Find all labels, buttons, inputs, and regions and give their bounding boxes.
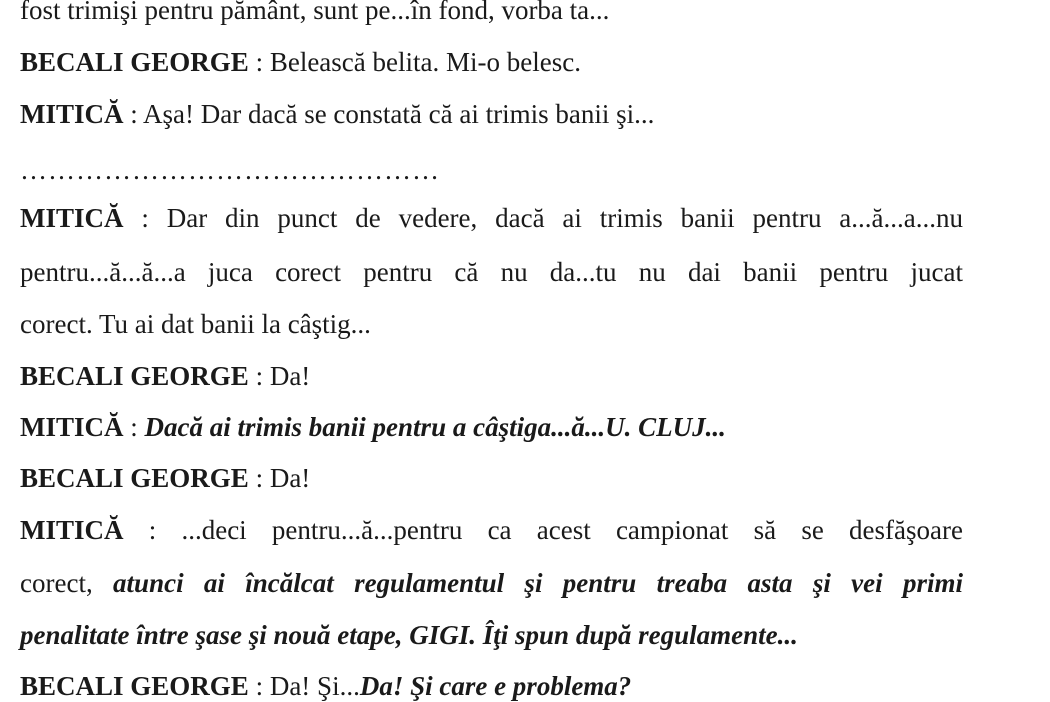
line-text: Dar din punct de vedere, dacă ai trimis banii pentru a...ă...a...nu bbox=[166, 203, 963, 233]
dialogue-line bbox=[20, 46, 581, 78]
dialogue-line bbox=[20, 567, 963, 599]
dialogue-line bbox=[20, 360, 310, 392]
separator: : bbox=[123, 203, 167, 233]
emphasized-text: Dacă ai trimis banii pentru a câştiga...ă...U. CLUJ... bbox=[144, 412, 726, 442]
ellipsis-separator bbox=[20, 154, 440, 186]
separator: : bbox=[248, 463, 270, 493]
separator: : bbox=[248, 47, 270, 77]
line-text: corect. Tu ai dat banii la câştig... bbox=[20, 309, 371, 339]
separator: : bbox=[248, 361, 270, 391]
dialogue-line bbox=[20, 202, 963, 234]
separator: : bbox=[248, 671, 270, 701]
line-text: Da! Şi... bbox=[269, 671, 360, 701]
line-text: pentru...ă...ă...a juca corect pentru că nu da...tu nu dai banii pentru jucat bbox=[20, 257, 963, 287]
line-text: Belească belita. Mi-o belesc. bbox=[269, 47, 581, 77]
dialogue-line bbox=[20, 308, 371, 340]
dialogue-line bbox=[20, 98, 654, 130]
dialogue-line bbox=[20, 462, 310, 494]
dialogue-line bbox=[20, 670, 631, 702]
speaker-name: MITICĂ bbox=[20, 412, 124, 442]
dialogue-line bbox=[20, 619, 798, 651]
separator: : bbox=[123, 412, 145, 442]
speaker-name: BECALI GEORGE bbox=[20, 671, 249, 701]
line-text: ...deci pentru...ă...pentru ca acest campionat să se desfăşoare bbox=[181, 515, 963, 545]
emphasized-text: penalitate între şase şi nouă etape, GIGI. Îţi spun după regulamente... bbox=[20, 620, 798, 650]
speaker-name: MITICĂ bbox=[20, 515, 124, 545]
separator: : bbox=[123, 99, 144, 129]
emphasized-text: Da! Şi care e problema? bbox=[359, 671, 632, 701]
speaker-name: MITICĂ bbox=[20, 99, 124, 129]
line-text: fost trimişi pentru pământ, sunt pe...în fond, vorba ta... bbox=[20, 0, 610, 25]
line-text: Da! bbox=[269, 463, 311, 493]
emphasized-text: atunci ai încălcat regulamentul şi pentru treaba asta şi vei primi bbox=[113, 568, 963, 598]
line-text: Aşa! Dar dacă se constată că ai trimis banii şi... bbox=[143, 99, 655, 129]
dialogue-line bbox=[20, 256, 963, 288]
dotted-line: ……………………………………… bbox=[20, 155, 440, 185]
speaker-name: MITICĂ bbox=[20, 203, 124, 233]
speaker-name: BECALI GEORGE bbox=[20, 463, 249, 493]
speaker-name: BECALI GEORGE bbox=[20, 47, 249, 77]
separator: : bbox=[123, 515, 182, 545]
line-text: corect, bbox=[20, 568, 114, 598]
dialogue-line bbox=[20, 0, 609, 26]
dialogue-line bbox=[20, 411, 726, 443]
speaker-name: BECALI GEORGE bbox=[20, 361, 249, 391]
line-text: Da! bbox=[269, 361, 311, 391]
dialogue-line bbox=[20, 514, 963, 546]
